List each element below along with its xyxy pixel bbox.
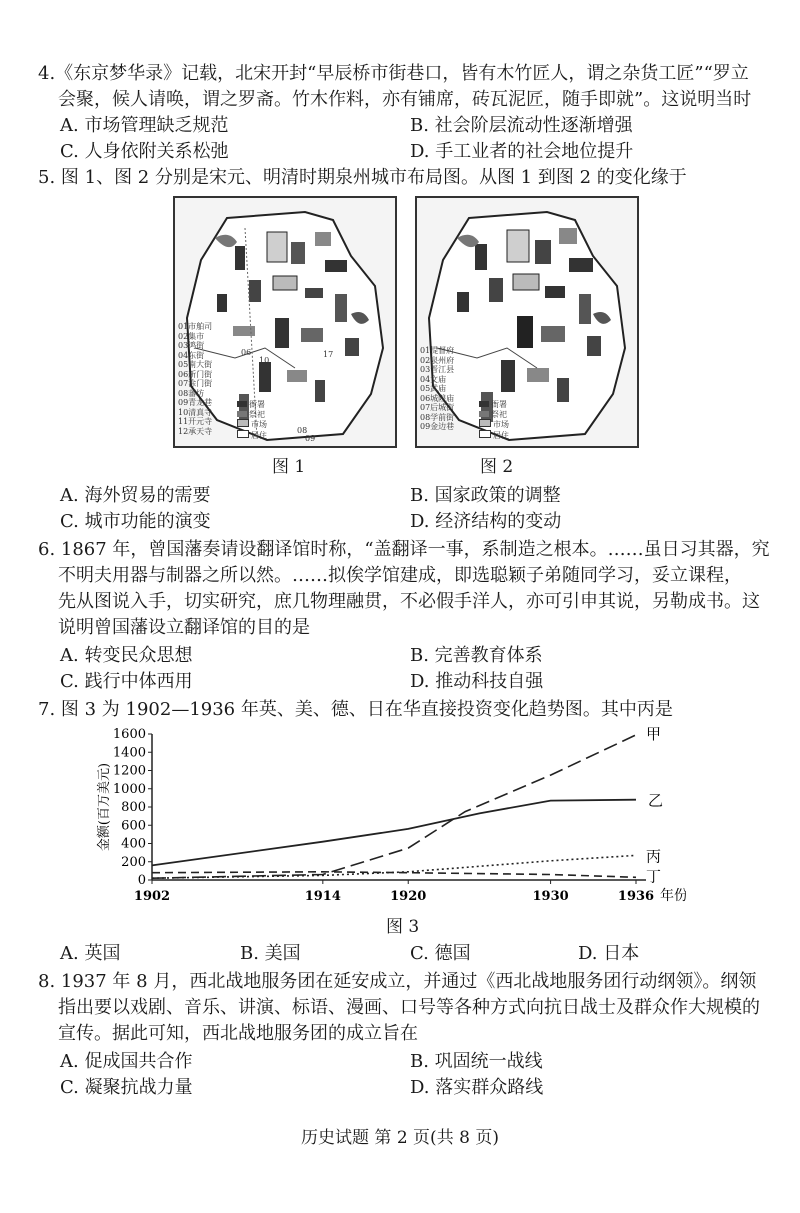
series-line-乙 xyxy=(152,800,636,866)
series-labels xyxy=(646,726,663,885)
legend-entry: 10清真寺 xyxy=(178,407,213,417)
y-tick-label: 600 xyxy=(121,818,146,834)
y-axis xyxy=(113,727,152,888)
q5-option-d: D. 经济结构的变动 xyxy=(410,511,562,532)
y-tick-label: 800 xyxy=(121,800,146,815)
figure-3-caption: 图 3 xyxy=(386,917,420,937)
q8-option-c: C. 凝聚抗战力量 xyxy=(60,1077,193,1098)
q5-option-c: C. 城市功能的演变 xyxy=(60,511,211,532)
x-axis-label: 年份 xyxy=(660,888,686,904)
q4-option-b: B. 社会阶层流动性逐渐增强 xyxy=(410,115,633,136)
y-tick-label: 1000 xyxy=(112,781,146,797)
series-line-丙 xyxy=(152,855,636,878)
y-tick-label: 1200 xyxy=(112,763,146,779)
q8-stem-line-2: 指出要以戏剧、音乐、讲演、标语、漫画、口号等各种方式向抗日战士及群众作大规模的 xyxy=(58,997,760,1018)
legend-key-label: 市场 xyxy=(493,420,509,429)
page-footer: 历史试题 第 2 页(共 8 页) xyxy=(301,1128,499,1148)
legend-entry: 06新门街 xyxy=(178,369,213,379)
figure-2-caption: 图 2 xyxy=(480,457,514,477)
q7-stem-line-1: 7. 图 3 为 1902—1936 年英、美、德、日在华直接投资变化趋势图。其中丙是 xyxy=(38,699,673,720)
legend-entry: 07涂门街 xyxy=(178,379,213,388)
y-tick-label: 200 xyxy=(121,854,146,870)
q7-option-c: C. 德国 xyxy=(410,943,471,964)
series-label: 丙 xyxy=(646,847,662,866)
figure-3-chart xyxy=(96,726,686,911)
x-tick-label: 1920 xyxy=(390,889,427,904)
q6-stem-line-3: 先从图说入手，切实研究，庶几物理融贯，不必假手洋人，亦可引申其说，另勒成书。这 xyxy=(58,591,760,612)
map-label: 09 xyxy=(305,434,316,443)
figure-1-legend-key xyxy=(237,400,267,440)
line-chart xyxy=(96,726,686,911)
map-label: 06 xyxy=(241,348,252,357)
x-axis xyxy=(134,880,654,904)
legend-key-label: 祭祀 xyxy=(491,409,507,419)
q4-option-c: C. 人身依附关系松弛 xyxy=(60,141,229,162)
series-line-甲 xyxy=(152,735,636,878)
legend-key-label: 祭祀 xyxy=(249,409,265,419)
legend-entry: 07后城街 xyxy=(420,403,455,412)
q7-option-d: D. 日本 xyxy=(578,943,640,964)
q6-option-c: C. 践行中体西用 xyxy=(60,671,193,692)
q4-stem-line-2: 会聚，候人请唤，谓之罗斋。竹木作料，亦有铺席，砖瓦泥匠，随手即就”。这说明当时 xyxy=(58,89,752,110)
series-lines xyxy=(152,735,636,878)
q8-option-d: D. 落实群众路线 xyxy=(410,1077,544,1098)
y-tick-label: 1600 xyxy=(112,727,146,742)
series-label: 丁 xyxy=(646,867,662,886)
q4-option-d: D. 手工业者的社会地位提升 xyxy=(410,141,634,162)
q7-option-a: A. 英国 xyxy=(60,943,121,964)
q6-stem-line-1: 6. 1867 年，曾国藩奏请设翻译馆时称，“盖翻译一事，系制造之根本。……虽日习其器，究 xyxy=(38,539,770,560)
q8-stem-line-1: 8. 1937 年 8 月，西北战地服务团在延安成立，并通过《西北战地服务团行动纲领》。纲领 xyxy=(38,971,757,992)
q6-stem-line-2: 不明夫用器与制器之所以然。……拟俟学馆建成，即选聪颖子弟随同学习，妥立课程， xyxy=(58,565,742,586)
legend-entry: 02集市 xyxy=(178,331,205,341)
figure-1-map xyxy=(173,196,397,448)
q5-stem-line-1: 5. 图 1、图 2 分别是宋元、明清时期泉州城市布局图。从图 1 到图 2 的变化缘于 xyxy=(38,167,687,188)
legend-entry: 09金边巷 xyxy=(420,422,455,431)
q5-option-a: A. 海外贸易的需要 xyxy=(60,485,211,506)
figure-1-caption: 图 1 xyxy=(272,457,306,477)
q6-option-d: D. 推动科技自强 xyxy=(410,671,544,692)
legend-entry: 06城隍庙 xyxy=(420,393,455,403)
legend-key-label: 衙署 xyxy=(491,400,507,409)
legend-key-label: 衙署 xyxy=(249,400,265,409)
map-label: 10 xyxy=(259,356,270,365)
figure-2-legend-key xyxy=(479,400,509,440)
legend-key-label: 居住 xyxy=(251,430,267,440)
series-label: 甲 xyxy=(646,726,662,743)
legend-entry: 03晋江县 xyxy=(420,365,455,374)
q4-option-a: A. 市场管理缺乏规范 xyxy=(60,115,229,136)
q8-stem-line-3: 宣传。据此可知，西北战地服务团的成立旨在 xyxy=(58,1023,418,1044)
y-tick-label: 400 xyxy=(121,836,146,852)
figure-1-legend-list xyxy=(178,322,212,436)
legend-entry: 05武庙 xyxy=(420,384,447,393)
q4-stem-line-1: 4.《东京梦华录》记载，北宋开封“早辰桥市街巷口，皆有木竹匠人，谓之杂货工匠”“罗立 xyxy=(38,63,749,84)
legend-entry: 01提督府 xyxy=(420,346,455,355)
y-axis-label: 金额(百万美元) xyxy=(97,762,112,852)
map-label: 08 xyxy=(297,426,308,435)
legend-entry: 11开元寺 xyxy=(178,417,213,426)
q8-option-b: B. 巩固统一战线 xyxy=(410,1051,543,1072)
x-tick-label: 1936 xyxy=(617,889,655,904)
legend-entry: 04东街 xyxy=(178,350,205,360)
legend-entry: 04文庙 xyxy=(420,374,447,384)
legend-entry: 02泉州府 xyxy=(420,355,455,365)
legend-entry: 09青龙巷 xyxy=(178,398,213,407)
x-tick-label: 1914 xyxy=(304,889,341,904)
legend-key-label: 市场 xyxy=(251,420,267,429)
y-tick-label: 0 xyxy=(137,873,146,888)
q7-option-b: B. 美国 xyxy=(240,943,301,964)
x-tick-label: 1902 xyxy=(133,889,171,904)
q6-option-a: A. 转变民众思想 xyxy=(60,645,193,666)
q6-stem-line-4: 说明曾国藩设立翻译馆的目的是 xyxy=(58,617,310,638)
q8-option-a: A. 促成国共合作 xyxy=(60,1051,193,1072)
figure-2-legend-list xyxy=(420,346,454,432)
legend-entry: 08学前街 xyxy=(420,412,455,422)
map-label: 17 xyxy=(323,350,334,359)
q5-option-b: B. 国家政策的调整 xyxy=(410,485,561,506)
figure-2-map xyxy=(415,196,639,448)
legend-key-label: 居住 xyxy=(493,430,509,440)
q6-option-b: B. 完善教育体系 xyxy=(410,645,543,666)
x-tick-label: 1930 xyxy=(532,889,569,904)
y-tick-label: 1400 xyxy=(112,745,146,761)
legend-entry: 08蕃坊 xyxy=(178,388,205,398)
series-label: 乙 xyxy=(648,791,664,810)
legend-entry: 03鸿街 xyxy=(178,341,205,350)
legend-entry: 01市舶司 xyxy=(178,322,213,331)
legend-entry: 12承天寺 xyxy=(178,426,213,436)
legend-entry: 05南大街 xyxy=(178,360,213,369)
